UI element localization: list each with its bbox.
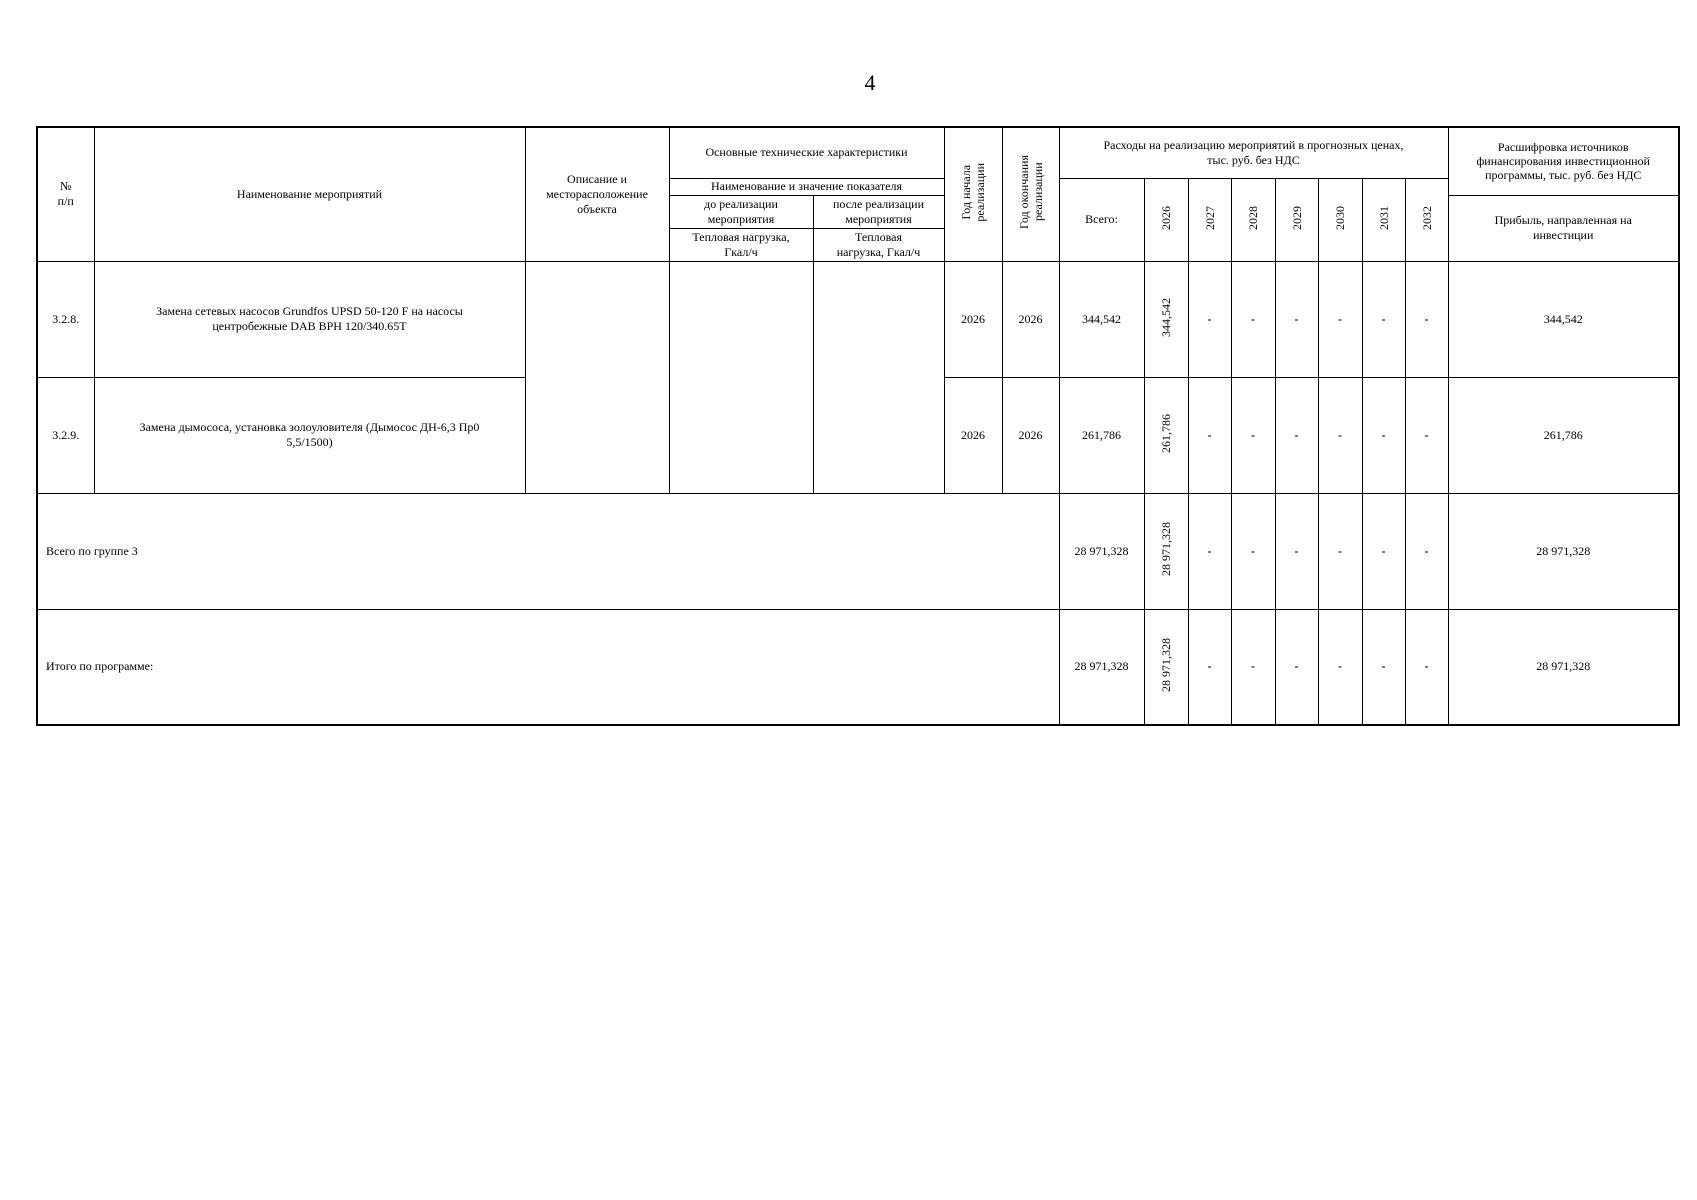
row-2028: -: [1231, 377, 1275, 493]
row-2031: -: [1362, 261, 1405, 377]
header-description: Описание и месторасположение объекта: [525, 127, 669, 261]
header-num: № п/п: [37, 127, 94, 261]
header-year-2029: 2029: [1275, 178, 1318, 261]
program-total-2029: -: [1275, 609, 1318, 725]
row-num: 3.2.8.: [37, 261, 94, 377]
header-name: Наименование мероприятий: [94, 127, 525, 261]
row-after-value: [813, 261, 944, 493]
row-profit: 344,542: [1448, 261, 1679, 377]
row-description: [525, 261, 669, 493]
header-tech-chars: Основные технические характеристики: [669, 127, 944, 178]
row-2028: -: [1231, 261, 1275, 377]
group-total-2028: -: [1231, 493, 1275, 609]
group-total-label: Всего по группе 3: [37, 493, 1059, 609]
header-year-2032: 2032: [1405, 178, 1448, 261]
program-total-2032: -: [1405, 609, 1448, 725]
row-2031: -: [1362, 377, 1405, 493]
header-year-start: Год начала реализации: [944, 127, 1002, 261]
row-before-value: [669, 261, 813, 493]
group-total-2030: -: [1318, 493, 1362, 609]
header-year-2030: 2030: [1318, 178, 1362, 261]
program-total-sum: 28 971,328: [1059, 609, 1144, 725]
row-2029: -: [1275, 261, 1318, 377]
row-num: 3.2.9.: [37, 377, 94, 493]
group-total-sum: 28 971,328: [1059, 493, 1144, 609]
row-name: Замена дымососа, установка золоуловителя (Дымосос ДН-6,3 Пр0 5,5/1500): [94, 377, 525, 493]
header-year-2031: 2031: [1362, 178, 1405, 261]
row-total: 344,542: [1059, 261, 1144, 377]
program-total-2031: -: [1362, 609, 1405, 725]
program-total-2030: -: [1318, 609, 1362, 725]
header-year-2027: 2027: [1188, 178, 1231, 261]
row-year-start: 2026: [944, 261, 1002, 377]
program-total-2028: -: [1231, 609, 1275, 725]
header-expenses: Расходы на реализацию мероприятий в прогнозных ценах, тыс. руб. без НДС: [1059, 127, 1448, 178]
table-row: [37, 261, 1679, 377]
row-2032: -: [1405, 377, 1448, 493]
row-2027: -: [1188, 261, 1231, 377]
header-year-2026: 2026: [1144, 178, 1188, 261]
group-total-2032: -: [1405, 493, 1448, 609]
program-total-row: [37, 609, 1679, 725]
row-name: Замена сетевых насосов Grundfos UPSD 50-120 F на насосы центробежные DAB BPH 120/340.65T: [94, 261, 525, 377]
header-after-param: Тепловая нагрузка, Гкал/ч: [813, 228, 944, 261]
header-total: Всего:: [1059, 178, 1144, 261]
row-profit: 261,786: [1448, 377, 1679, 493]
header-before: до реализации мероприятия: [669, 195, 813, 228]
investment-table: [36, 126, 1680, 726]
header-year-end: Год окончания реализации: [1002, 127, 1059, 261]
group-total-2027: -: [1188, 493, 1231, 609]
program-total-label: Итого по программе:: [37, 609, 1059, 725]
row-2030: -: [1318, 261, 1362, 377]
program-total-2027: -: [1188, 609, 1231, 725]
header-sources: Расшифровка источников финансирования инвестиционной программы, тыс. руб. без НДС: [1448, 127, 1679, 195]
row-year-end: 2026: [1002, 377, 1059, 493]
row-2030: -: [1318, 377, 1362, 493]
row-year-start: 2026: [944, 377, 1002, 493]
header-profit: Прибыль, направленная на инвестиции: [1448, 195, 1679, 261]
group-total-2031: -: [1362, 493, 1405, 609]
row-2032: -: [1405, 261, 1448, 377]
group-total-profit: 28 971,328: [1448, 493, 1679, 609]
program-total-2026: 28 971,328: [1144, 609, 1188, 725]
group-total-2026: 28 971,328: [1144, 493, 1188, 609]
header-before-param: Тепловая нагрузка, Гкал/ч: [669, 228, 813, 261]
header-indicator: Наименование и значение показателя: [669, 178, 944, 195]
row-2026: 344,542: [1144, 261, 1188, 377]
row-2027: -: [1188, 377, 1231, 493]
header-after: после реализации мероприятия: [813, 195, 944, 228]
group-total-row: [37, 493, 1679, 609]
program-total-profit: 28 971,328: [1448, 609, 1679, 725]
row-2029: -: [1275, 377, 1318, 493]
page-number: 4: [864, 70, 876, 95]
header-year-2028: 2028: [1231, 178, 1275, 261]
row-year-end: 2026: [1002, 261, 1059, 377]
row-total: 261,786: [1059, 377, 1144, 493]
row-2026: 261,786: [1144, 377, 1188, 493]
group-total-2029: -: [1275, 493, 1318, 609]
